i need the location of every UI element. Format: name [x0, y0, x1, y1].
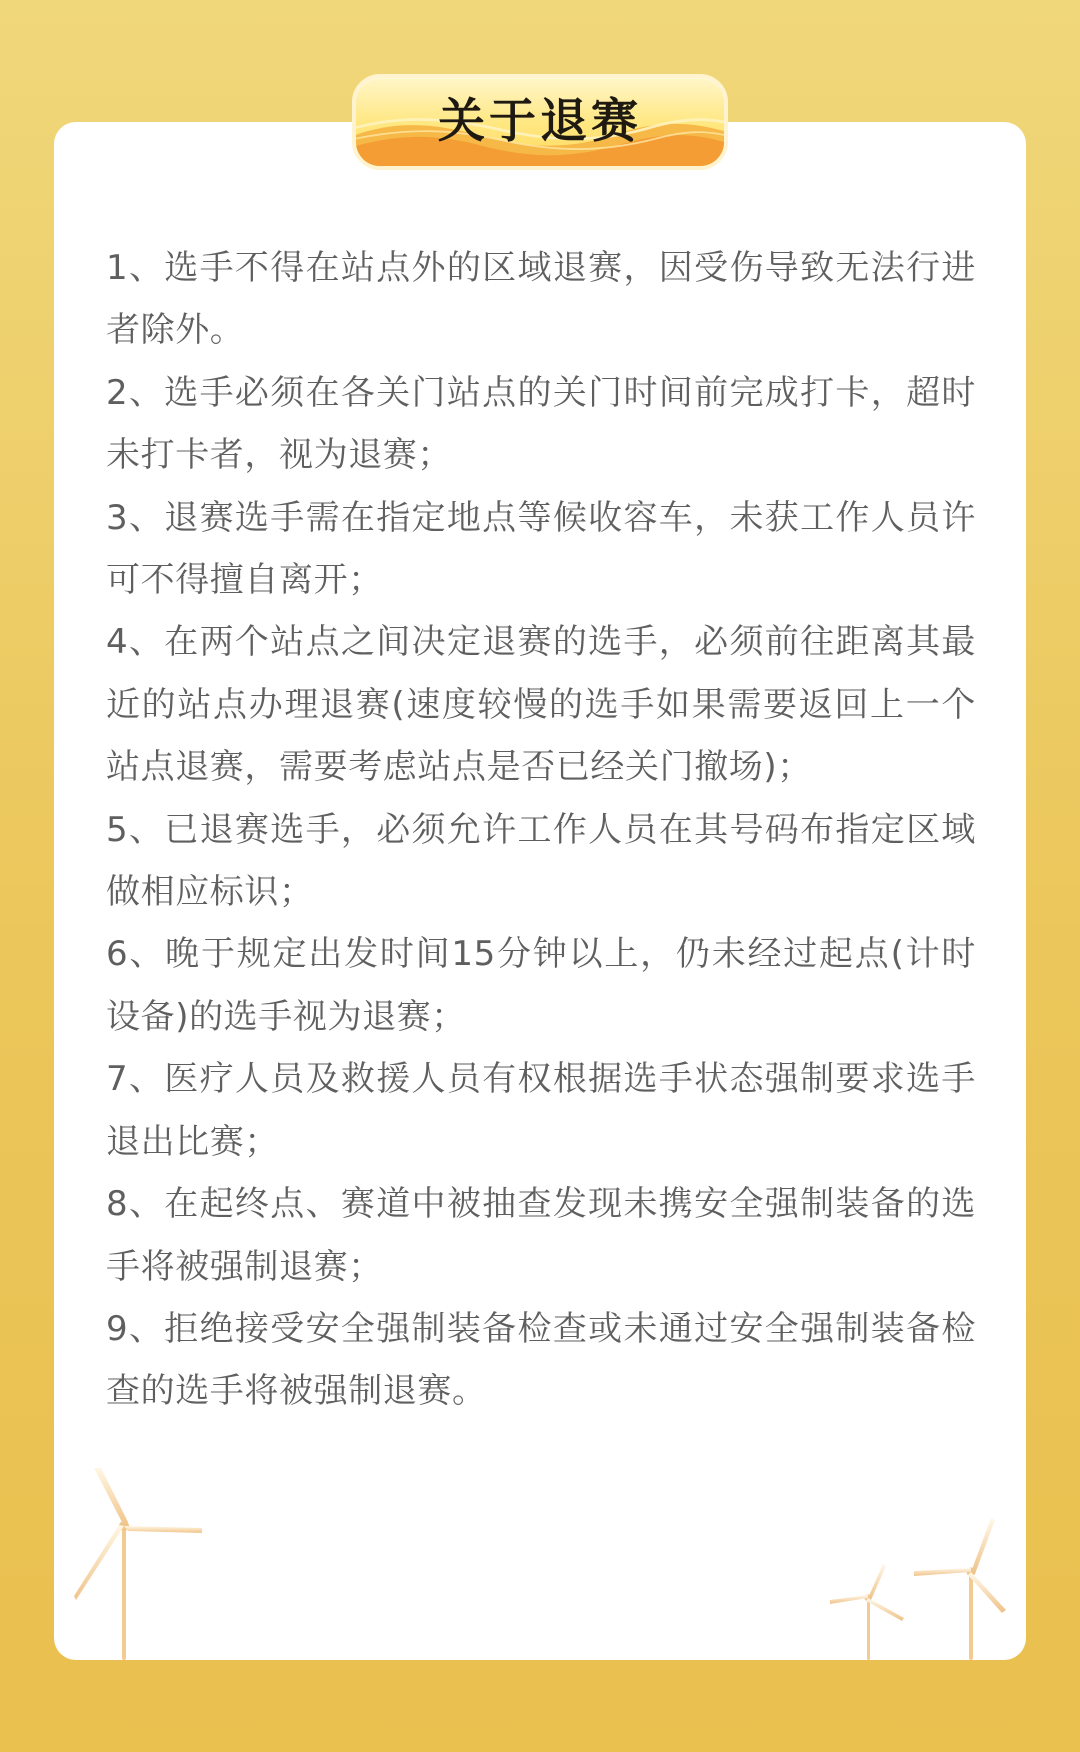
rule-9: 9、拒绝接受安全强制装备检查或未通过安全强制装备检查的选手将被强制退赛。: [106, 1308, 976, 1412]
rules-list: [106, 237, 976, 1423]
rule-1: 1、选手不得在站点外的区域退赛，因受伤导致无法行进者除外。: [106, 248, 976, 351]
rule-5: 5、已退赛选手，必须允许工作人员在其号码布指定区域做相应标识；: [106, 809, 976, 913]
rule-2: 2、选手必须在各关门站点的关门时间前完成打卡，超时未打卡者，视为退赛；: [106, 372, 976, 476]
rule-6: 6、晚于规定出发时间15分钟以上，仍未经过起点(计时设备)的选手视为退赛；: [106, 934, 976, 1037]
title-badge: [352, 74, 728, 170]
page-title: 关于退赛: [438, 94, 642, 149]
rule-3: 3、退赛选手需在指定地点等候收容车，未获工作人员许可不得擅自离开；: [106, 497, 976, 601]
rule-8: 8、在起终点、赛道中被抽查发现未携安全强制装备的选手将被强制退赛；: [106, 1184, 976, 1287]
rule-7: 7、医疗人员及救援人员有权根据选手状态强制要求选手退出比赛；: [106, 1059, 976, 1162]
rule-4: 4、在两个站点之间决定退赛的选手，必须前往距离其最近的站点办理退赛(速度较慢的选手如果需要返回上一个站点退赛，需要考虑站点是否已经关门撤场)；: [106, 622, 976, 788]
